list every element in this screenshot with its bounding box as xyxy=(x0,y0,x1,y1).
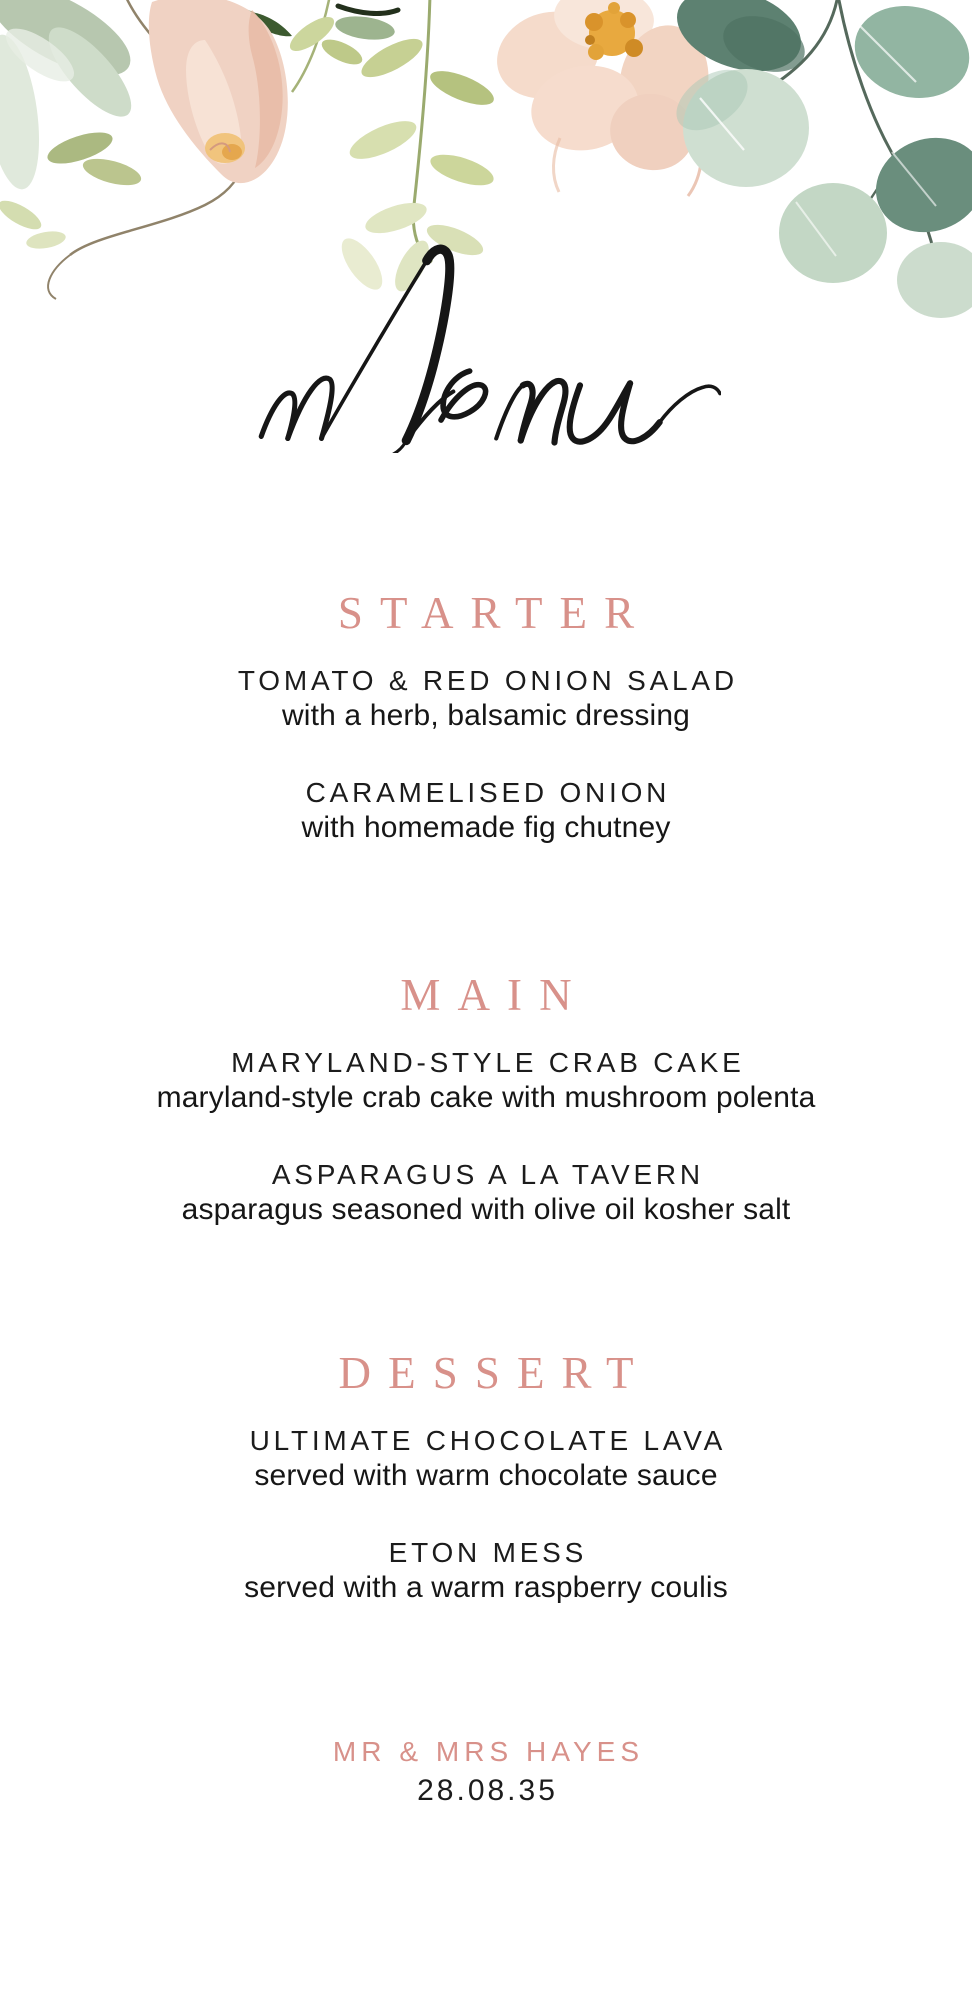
dish-description: asparagus seasoned with olive oil kosher salt xyxy=(181,1193,791,1226)
dish-name: CARAMELISED ONION xyxy=(305,777,671,808)
dish-name: TOMATO & RED ONION SALAD xyxy=(237,665,738,696)
dish-name: ETON MESS xyxy=(388,1537,588,1568)
course-heading-main: MAIN xyxy=(400,970,589,1020)
dish-name: MARYLAND-STYLE CRAB CAKE xyxy=(231,1047,745,1078)
rose-bud-group xyxy=(146,0,292,183)
footer-couple-names: MR & MRS HAYES xyxy=(332,1736,645,1767)
dish-description: with a herb, balsamic dressing xyxy=(281,699,691,732)
dish-description: maryland-style crab cake with mushroom polenta xyxy=(156,1081,816,1114)
course-heading-starter: STARTER xyxy=(337,588,652,638)
dish-name: ASPARAGUS A LA TAVERN xyxy=(271,1159,704,1190)
footer-wedding-date: 28.08.35 xyxy=(417,1774,558,1807)
dish-description: served with warm chocolate sauce xyxy=(254,1459,718,1492)
dish-description: with homemade fig chutney xyxy=(301,811,671,844)
menu-script-title xyxy=(251,238,721,453)
course-heading-dessert: DESSERT xyxy=(338,1348,651,1398)
dish-description: served with a warm raspberry coulis xyxy=(244,1571,728,1604)
dish-name: ULTIMATE CHOCOLATE LAVA xyxy=(249,1425,727,1456)
